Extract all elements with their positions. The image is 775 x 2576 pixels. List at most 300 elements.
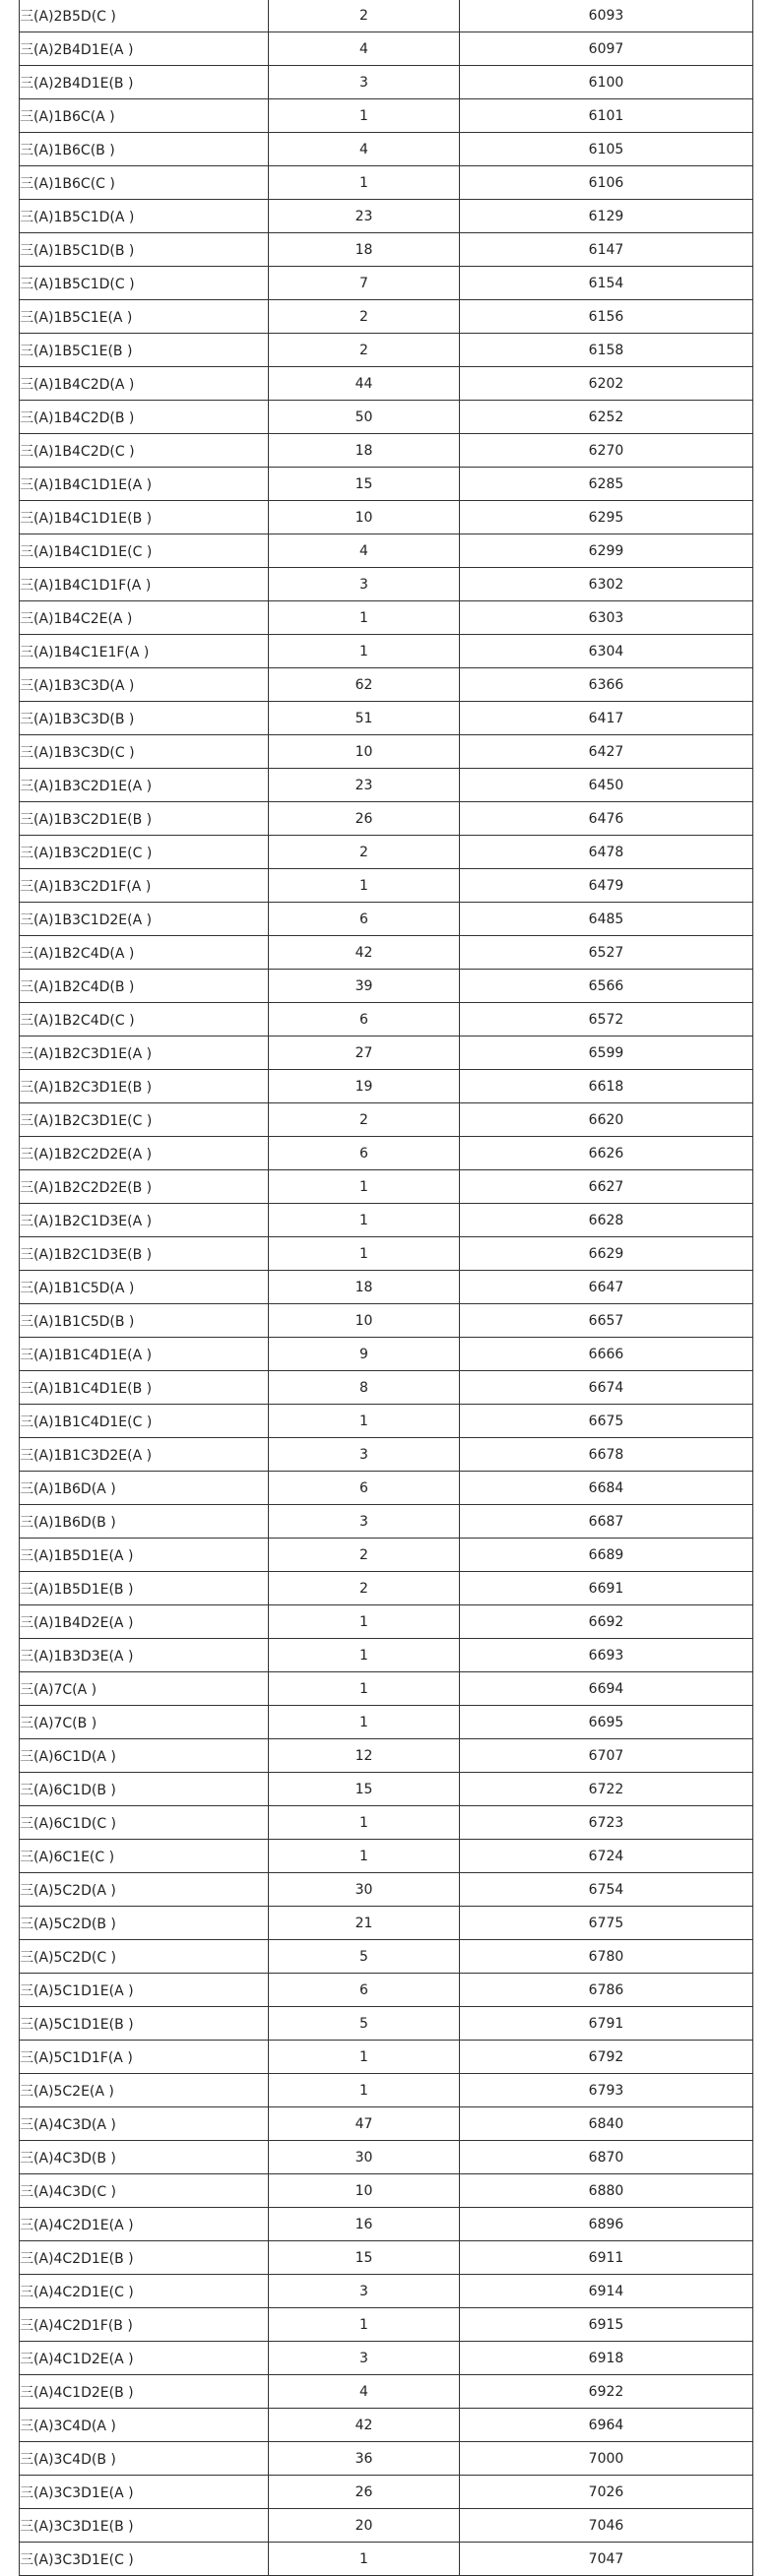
table-row (20, 1806, 753, 1840)
count-cell: 27 (269, 1037, 460, 1070)
grade-combination-cell: 三(A)1B4C1D1E(C ) (20, 534, 269, 568)
count-cell: 3 (269, 2342, 460, 2375)
grade-combination-cell: 三(A)1B3D3E(A ) (20, 1639, 269, 1672)
grade-combination-cell: 三(A)1B1C5D(A ) (20, 1271, 269, 1304)
table-row (20, 200, 753, 233)
table-row (20, 2342, 753, 2375)
cumulative-total-cell: 7000 (460, 2442, 753, 2476)
count-cell: 1 (269, 869, 460, 903)
grade-combination-cell: 三(A)1B5C1E(B ) (20, 334, 269, 367)
cumulative-total-cell: 6707 (460, 1739, 753, 1773)
table-row (20, 1605, 753, 1639)
table-row (20, 2241, 753, 2275)
cumulative-total-cell: 6914 (460, 2275, 753, 2308)
cumulative-total-cell: 6692 (460, 1605, 753, 1639)
table-row (20, 1103, 753, 1137)
count-cell: 15 (269, 1773, 460, 1806)
grade-combination-cell: 三(A)1B4D2E(A ) (20, 1605, 269, 1639)
cumulative-total-cell: 6691 (460, 1572, 753, 1605)
table-row (20, 1706, 753, 1739)
cumulative-total-cell: 6722 (460, 1773, 753, 1806)
cumulative-total-cell: 6915 (460, 2308, 753, 2342)
table-row (20, 1940, 753, 1974)
grade-combination-cell: 三(A)4C3D(B ) (20, 2141, 269, 2174)
count-cell: 2 (269, 1539, 460, 1572)
grade-combination-cell: 三(A)5C2D(B ) (20, 1907, 269, 1940)
cumulative-total-cell: 6880 (460, 2174, 753, 2208)
cumulative-total-cell: 6156 (460, 300, 753, 334)
count-cell: 47 (269, 2107, 460, 2141)
grade-combination-cell: 三(A)3C3D1E(C ) (20, 2543, 269, 2576)
cumulative-total-cell: 6427 (460, 735, 753, 769)
cumulative-total-cell: 6684 (460, 1472, 753, 1505)
cumulative-total-cell: 6628 (460, 1204, 753, 1237)
count-cell: 18 (269, 1271, 460, 1304)
table-row (20, 2208, 753, 2241)
cumulative-total-cell: 6100 (460, 66, 753, 99)
count-cell: 1 (269, 1639, 460, 1672)
count-cell: 42 (269, 2409, 460, 2442)
cumulative-total-cell: 6694 (460, 1672, 753, 1706)
grade-combination-cell: 三(A)4C1D2E(B ) (20, 2375, 269, 2409)
grade-combination-cell: 三(A)1B2C1D3E(A ) (20, 1204, 269, 1237)
grade-combination-cell: 三(A)1B3C3D(C ) (20, 735, 269, 769)
count-cell: 10 (269, 501, 460, 534)
cumulative-total-cell: 6417 (460, 702, 753, 735)
grade-combination-cell: 三(A)2B4D1E(A ) (20, 32, 269, 66)
count-cell: 18 (269, 233, 460, 267)
grade-combination-cell: 三(A)5C1D1F(A ) (20, 2041, 269, 2074)
table-row (20, 367, 753, 401)
cumulative-total-cell: 6964 (460, 2409, 753, 2442)
grade-distribution-table (19, 0, 753, 2576)
grade-combination-cell: 三(A)3C3D1E(B ) (20, 2509, 269, 2543)
table-row (20, 1873, 753, 1907)
count-cell: 4 (269, 133, 460, 166)
grade-combination-cell: 三(A)7C(B ) (20, 1706, 269, 1739)
count-cell: 5 (269, 1940, 460, 1974)
count-cell: 6 (269, 1137, 460, 1170)
count-cell: 8 (269, 1371, 460, 1405)
grade-combination-cell: 三(A)1B5C1D(C ) (20, 267, 269, 300)
table-row (20, 0, 753, 32)
count-cell: 6 (269, 1472, 460, 1505)
cumulative-total-cell: 6629 (460, 1237, 753, 1271)
count-cell: 1 (269, 635, 460, 668)
table-row (20, 2007, 753, 2041)
grade-combination-cell: 三(A)1B6D(B ) (20, 1505, 269, 1539)
cumulative-total-cell: 6870 (460, 2141, 753, 2174)
table-row (20, 501, 753, 534)
table-row (20, 1405, 753, 1438)
grade-combination-cell: 三(A)1B6C(C ) (20, 166, 269, 200)
table-row (20, 1003, 753, 1037)
cumulative-total-cell: 6478 (460, 836, 753, 869)
cumulative-total-cell: 6299 (460, 534, 753, 568)
count-cell: 3 (269, 2275, 460, 2308)
count-cell: 5 (269, 2007, 460, 2041)
count-cell: 10 (269, 2174, 460, 2208)
cumulative-total-cell: 6303 (460, 601, 753, 635)
count-cell: 4 (269, 534, 460, 568)
cumulative-total-cell: 6780 (460, 1940, 753, 1974)
cumulative-total-cell: 6295 (460, 501, 753, 534)
grade-combination-cell: 三(A)1B2C2D2E(B ) (20, 1170, 269, 1204)
cumulative-total-cell: 6158 (460, 334, 753, 367)
cumulative-total-cell: 6675 (460, 1405, 753, 1438)
table-row (20, 903, 753, 936)
count-cell: 10 (269, 735, 460, 769)
table-row (20, 1037, 753, 1070)
table-row (20, 1304, 753, 1338)
cumulative-total-cell: 6476 (460, 802, 753, 836)
table-row (20, 1974, 753, 2007)
count-cell: 1 (269, 1170, 460, 1204)
count-cell: 39 (269, 970, 460, 1003)
grade-combination-cell: 三(A)4C2D1E(C ) (20, 2275, 269, 2308)
table-row (20, 735, 753, 769)
cumulative-total-cell: 6270 (460, 434, 753, 468)
table-row (20, 1773, 753, 1806)
cumulative-total-cell: 6922 (460, 2375, 753, 2409)
cumulative-total-cell: 6129 (460, 200, 753, 233)
table-row (20, 1204, 753, 1237)
grade-combination-cell: 三(A)1B2C2D2E(A ) (20, 1137, 269, 1170)
table-row (20, 534, 753, 568)
table-row (20, 1438, 753, 1472)
table-row (20, 702, 753, 735)
grade-combination-cell: 三(A)7C(A ) (20, 1672, 269, 1706)
count-cell: 2 (269, 1103, 460, 1137)
count-cell: 2 (269, 300, 460, 334)
count-cell: 2 (269, 334, 460, 367)
grade-combination-cell: 三(A)1B2C1D3E(B ) (20, 1237, 269, 1271)
table-row (20, 1739, 753, 1773)
cumulative-total-cell: 6105 (460, 133, 753, 166)
count-cell: 51 (269, 702, 460, 735)
grade-combination-cell: 三(A)4C1D2E(A ) (20, 2342, 269, 2375)
grade-combination-cell: 三(A)1B3C2D1E(B ) (20, 802, 269, 836)
count-cell: 1 (269, 99, 460, 133)
cumulative-total-cell: 6723 (460, 1806, 753, 1840)
grade-combination-cell: 三(A)1B3C1D2E(A ) (20, 903, 269, 936)
table-row (20, 133, 753, 166)
table-row (20, 1170, 753, 1204)
count-cell: 10 (269, 1304, 460, 1338)
count-cell: 4 (269, 2375, 460, 2409)
grade-combination-cell: 三(A)1B1C5D(B ) (20, 1304, 269, 1338)
grade-combination-cell: 三(A)1B4C1E1F(A ) (20, 635, 269, 668)
count-cell: 15 (269, 468, 460, 501)
table-row (20, 936, 753, 970)
count-cell: 6 (269, 1974, 460, 2007)
grade-combination-cell: 三(A)3C4D(B ) (20, 2442, 269, 2476)
table-row (20, 1840, 753, 1873)
table-row (20, 300, 753, 334)
cumulative-total-cell: 6599 (460, 1037, 753, 1070)
grade-combination-cell: 三(A)1B5D1E(B ) (20, 1572, 269, 1605)
table-row (20, 1672, 753, 1706)
count-cell: 42 (269, 936, 460, 970)
table-row (20, 99, 753, 133)
grade-combination-cell: 三(A)4C3D(A ) (20, 2107, 269, 2141)
cumulative-total-cell: 7047 (460, 2543, 753, 2576)
grade-combination-cell: 三(A)6C1E(C ) (20, 1840, 269, 1873)
table-row (20, 233, 753, 267)
cumulative-total-cell: 6689 (460, 1539, 753, 1572)
cumulative-total-cell: 6479 (460, 869, 753, 903)
grade-combination-cell: 三(A)1B5C1D(B ) (20, 233, 269, 267)
table-row (20, 2275, 753, 2308)
table-row (20, 66, 753, 99)
table-row (20, 2375, 753, 2409)
cumulative-total-cell: 6302 (460, 568, 753, 601)
grade-combination-cell: 三(A)4C3D(C ) (20, 2174, 269, 2208)
count-cell: 1 (269, 2041, 460, 2074)
cumulative-total-cell: 6485 (460, 903, 753, 936)
cumulative-total-cell: 7046 (460, 2509, 753, 2543)
table-row (20, 2442, 753, 2476)
grade-combination-cell: 三(A)1B3C3D(A ) (20, 668, 269, 702)
cumulative-total-cell: 6840 (460, 2107, 753, 2141)
cumulative-total-cell: 6154 (460, 267, 753, 300)
table-row (20, 32, 753, 66)
count-cell: 16 (269, 2208, 460, 2241)
table-row (20, 1907, 753, 1940)
count-cell: 26 (269, 2476, 460, 2509)
count-cell: 62 (269, 668, 460, 702)
grade-combination-cell: 三(A)1B5C1D(A ) (20, 200, 269, 233)
table-row (20, 2509, 753, 2543)
grade-combination-cell: 三(A)1B1C4D1E(B ) (20, 1371, 269, 1405)
count-cell: 6 (269, 903, 460, 936)
grade-combination-cell: 三(A)1B6D(A ) (20, 1472, 269, 1505)
count-cell: 1 (269, 2308, 460, 2342)
table-row (20, 2141, 753, 2174)
table-row (20, 166, 753, 200)
count-cell: 2 (269, 836, 460, 869)
table-row (20, 1505, 753, 1539)
cumulative-total-cell: 6754 (460, 1873, 753, 1907)
grade-combination-cell: 三(A)1B5C1E(A ) (20, 300, 269, 334)
grade-combination-cell: 三(A)1B4C1D1F(A ) (20, 568, 269, 601)
grade-combination-cell: 三(A)1B1C4D1E(C ) (20, 1405, 269, 1438)
count-cell: 1 (269, 601, 460, 635)
count-cell: 6 (269, 1003, 460, 1037)
grade-combination-cell: 三(A)1B4C2D(B ) (20, 401, 269, 434)
cumulative-total-cell: 6896 (460, 2208, 753, 2241)
count-cell: 21 (269, 1907, 460, 1940)
count-cell: 1 (269, 1706, 460, 1739)
grade-combination-cell: 三(A)1B6C(A ) (20, 99, 269, 133)
grade-combination-cell: 三(A)1B3C2D1F(A ) (20, 869, 269, 903)
cumulative-total-cell: 6304 (460, 635, 753, 668)
cumulative-total-cell: 6786 (460, 1974, 753, 2007)
cumulative-total-cell: 6627 (460, 1170, 753, 1204)
table-row (20, 1572, 753, 1605)
cumulative-total-cell: 6106 (460, 166, 753, 200)
cumulative-total-cell: 6724 (460, 1840, 753, 1873)
count-cell: 3 (269, 1505, 460, 1539)
table-row (20, 802, 753, 836)
count-cell: 1 (269, 1672, 460, 1706)
table-row (20, 2041, 753, 2074)
grade-combination-cell: 三(A)3C3D1E(A ) (20, 2476, 269, 2509)
grade-combination-cell: 三(A)1B4C1D1E(A ) (20, 468, 269, 501)
cumulative-total-cell: 6097 (460, 32, 753, 66)
table-row (20, 2107, 753, 2141)
table-row (20, 1371, 753, 1405)
table-row (20, 2543, 753, 2576)
cumulative-total-cell: 6791 (460, 2007, 753, 2041)
cumulative-total-cell: 6626 (460, 1137, 753, 1170)
cumulative-total-cell: 6450 (460, 769, 753, 802)
grade-combination-cell: 三(A)2B4D1E(B ) (20, 66, 269, 99)
count-cell: 3 (269, 66, 460, 99)
count-cell: 1 (269, 1204, 460, 1237)
count-cell: 23 (269, 200, 460, 233)
cumulative-total-cell: 6093 (460, 0, 753, 32)
table-row (20, 869, 753, 903)
table-row (20, 1070, 753, 1103)
count-cell: 1 (269, 166, 460, 200)
table-row (20, 2308, 753, 2342)
count-cell: 1 (269, 1605, 460, 1639)
grade-combination-cell: 三(A)5C1D1E(B ) (20, 2007, 269, 2041)
cumulative-total-cell: 6687 (460, 1505, 753, 1539)
cumulative-total-cell: 6252 (460, 401, 753, 434)
cumulative-total-cell: 6674 (460, 1371, 753, 1405)
count-cell: 12 (269, 1739, 460, 1773)
grade-combination-cell: 三(A)1B6C(B ) (20, 133, 269, 166)
cumulative-total-cell: 6911 (460, 2241, 753, 2275)
grade-combination-cell: 三(A)1B3C2D1E(C ) (20, 836, 269, 869)
cumulative-total-cell: 6678 (460, 1438, 753, 1472)
grade-combination-cell: 三(A)1B5D1E(A ) (20, 1539, 269, 1572)
table-row (20, 2174, 753, 2208)
count-cell: 1 (269, 2543, 460, 2576)
grade-combination-cell: 三(A)6C1D(A ) (20, 1739, 269, 1773)
table-row (20, 836, 753, 869)
grade-combination-cell: 三(A)1B4C1D1E(B ) (20, 501, 269, 534)
cumulative-total-cell: 6572 (460, 1003, 753, 1037)
table-row (20, 267, 753, 300)
table-row (20, 635, 753, 668)
grade-combination-cell: 三(A)1B2C4D(A ) (20, 936, 269, 970)
count-cell: 3 (269, 1438, 460, 1472)
grade-combination-cell: 三(A)5C2E(A ) (20, 2074, 269, 2107)
count-cell: 1 (269, 1405, 460, 1438)
grade-combination-cell: 三(A)5C2D(A ) (20, 1873, 269, 1907)
table-row (20, 2409, 753, 2442)
grade-combination-cell: 三(A)5C1D1E(A ) (20, 1974, 269, 2007)
count-cell: 15 (269, 2241, 460, 2275)
grade-combination-cell: 三(A)1B4C2E(A ) (20, 601, 269, 635)
count-cell: 2 (269, 0, 460, 32)
count-cell: 9 (269, 1338, 460, 1371)
grade-combination-cell: 三(A)1B2C3D1E(B ) (20, 1070, 269, 1103)
table-row (20, 1472, 753, 1505)
count-cell: 19 (269, 1070, 460, 1103)
table-row (20, 2476, 753, 2509)
grade-combination-cell: 三(A)4C2D1E(B ) (20, 2241, 269, 2275)
grade-combination-cell: 三(A)1B3C2D1E(A ) (20, 769, 269, 802)
table-row (20, 401, 753, 434)
count-cell: 23 (269, 769, 460, 802)
table-row (20, 334, 753, 367)
grade-combination-cell: 三(A)4C2D1F(B ) (20, 2308, 269, 2342)
grade-combination-cell: 三(A)1B1C3D2E(A ) (20, 1438, 269, 1472)
count-cell: 20 (269, 2509, 460, 2543)
count-cell: 1 (269, 2074, 460, 2107)
table-row (20, 668, 753, 702)
table-row (20, 568, 753, 601)
count-cell: 1 (269, 1840, 460, 1873)
cumulative-total-cell: 6101 (460, 99, 753, 133)
cumulative-total-cell: 6566 (460, 970, 753, 1003)
cumulative-total-cell: 6693 (460, 1639, 753, 1672)
cumulative-total-cell: 6792 (460, 2041, 753, 2074)
count-cell: 2 (269, 1572, 460, 1605)
count-cell: 1 (269, 1237, 460, 1271)
cumulative-total-cell: 6620 (460, 1103, 753, 1137)
grade-combination-cell: 三(A)2B5D(C ) (20, 0, 269, 32)
count-cell: 30 (269, 1873, 460, 1907)
table-row (20, 2074, 753, 2107)
grade-combination-cell: 三(A)3C4D(A ) (20, 2409, 269, 2442)
count-cell: 26 (269, 802, 460, 836)
table-row (20, 434, 753, 468)
table-row (20, 1237, 753, 1271)
cumulative-total-cell: 6147 (460, 233, 753, 267)
table-row (20, 970, 753, 1003)
table-body (20, 0, 753, 2576)
count-cell: 4 (269, 32, 460, 66)
count-cell: 30 (269, 2141, 460, 2174)
grade-combination-cell: 三(A)1B1C4D1E(A ) (20, 1338, 269, 1371)
cumulative-total-cell: 6695 (460, 1706, 753, 1739)
count-cell: 44 (269, 367, 460, 401)
grade-combination-cell: 三(A)5C2D(C ) (20, 1940, 269, 1974)
cumulative-total-cell: 6775 (460, 1907, 753, 1940)
count-cell: 1 (269, 1806, 460, 1840)
grade-combination-cell: 三(A)1B2C3D1E(C ) (20, 1103, 269, 1137)
table-row (20, 1271, 753, 1304)
count-cell: 18 (269, 434, 460, 468)
count-cell: 7 (269, 267, 460, 300)
table-row (20, 1137, 753, 1170)
cumulative-total-cell: 6793 (460, 2074, 753, 2107)
cumulative-total-cell: 6657 (460, 1304, 753, 1338)
count-cell: 36 (269, 2442, 460, 2476)
count-cell: 50 (269, 401, 460, 434)
grade-combination-cell: 三(A)1B3C3D(B ) (20, 702, 269, 735)
grade-combination-cell: 三(A)6C1D(C ) (20, 1806, 269, 1840)
cumulative-total-cell: 6618 (460, 1070, 753, 1103)
grade-combination-cell: 三(A)1B2C3D1E(A ) (20, 1037, 269, 1070)
cumulative-total-cell: 6202 (460, 367, 753, 401)
table-row (20, 601, 753, 635)
cumulative-total-cell: 6527 (460, 936, 753, 970)
table-row (20, 1338, 753, 1371)
count-cell: 3 (269, 568, 460, 601)
cumulative-total-cell: 6285 (460, 468, 753, 501)
grade-combination-cell: 三(A)1B2C4D(B ) (20, 970, 269, 1003)
table-row (20, 1539, 753, 1572)
grade-combination-cell: 三(A)1B4C2D(A ) (20, 367, 269, 401)
table-row (20, 769, 753, 802)
grade-combination-cell: 三(A)1B2C4D(C ) (20, 1003, 269, 1037)
